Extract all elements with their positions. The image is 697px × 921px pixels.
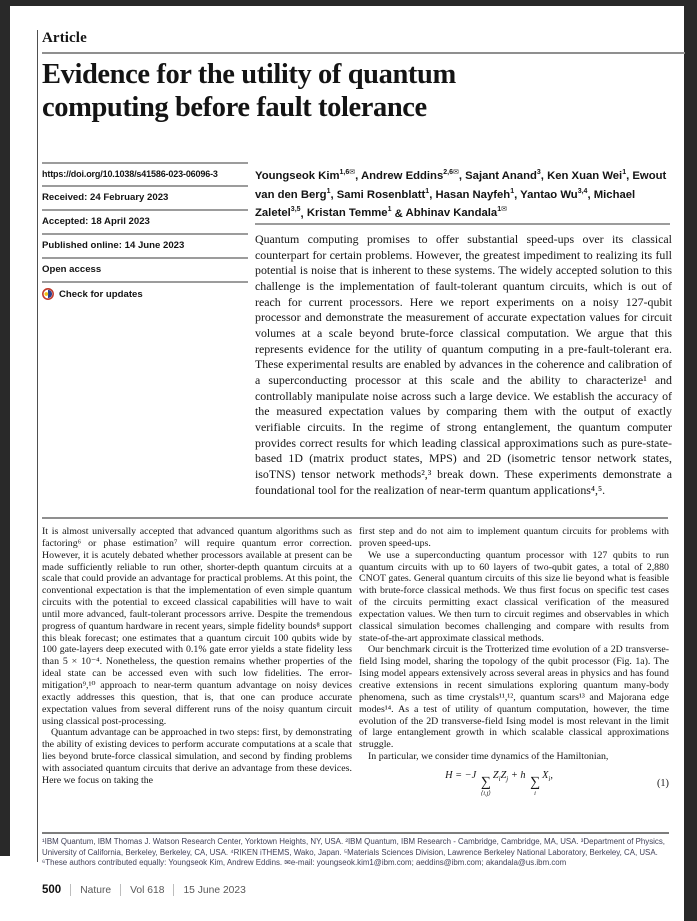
footer-separator bbox=[120, 884, 121, 896]
crossmark-icon bbox=[42, 288, 54, 300]
equation-body: H = −J ∑ ⟨i,j⟩ $Z_iZ_j + h$ ∑ i $X_i$, bbox=[445, 769, 553, 798]
body-paragraph: Our benchmark circuit is the Trotterized time evolution of a 2D transverse-field Ising model, sharing the topology of the qubit processor (Fig. 1a). The Ising model appears extensively across several areas in physics and has found creative extensions in recent simulations exploring quantum many-body phenomena, such as time crystals¹¹,¹², quantum scars¹³ and Majorana edge modes¹⁴. As a test of utility of quantum computation, however, the time evolution of the 2D transverse-field Ising model is most relevant in the limit of large entanglement growth in which scalable classical approximations struggle. bbox=[359, 644, 669, 751]
author-name: Hasan Nayfeh$^1$ bbox=[435, 187, 515, 201]
scan-border-left bbox=[0, 0, 10, 856]
doi-link[interactable]: https://doi.org/10.1038/s41586-023-06096-3 bbox=[42, 162, 248, 185]
sum-over-sites: ∑ i bbox=[530, 775, 541, 798]
sum-over-pairs: ∑ ⟨i,j⟩ bbox=[480, 775, 491, 798]
scan-border-right bbox=[684, 0, 697, 921]
page-number: 500 bbox=[42, 884, 62, 896]
abstract bbox=[255, 232, 672, 498]
article-kicker: Article bbox=[42, 30, 87, 46]
authors-divider bbox=[255, 223, 670, 225]
abstract-body-divider bbox=[42, 517, 668, 519]
journal-footer bbox=[42, 884, 246, 896]
author-name: Sami Rosenblatt$^1$ bbox=[336, 187, 430, 201]
body-paragraph: It is almost universally accepted that advanced quantum algorithms such as factoring⁶ or phase estimation⁷ will require quantum error correction. However, it is acutely debated whether processors available at present can be made sufficiently reliable to run other, shorter-depth quantum circuits at a scale that could provide an advantage for practical problems. At this point, the conventional expectation is that the implementation of even simple quantum circuits with the potential to exceed classical capabilities will have to wait until more advanced, fault-tolerant processors arrive. Despite the tremendous progress of quantum hardware in recent years, simple fidelity bounds⁸ support this bleak forecast; one estimates that a quantum circuit 100 qubits wide by 100 gate-layers deep executed with 0.1% gate error yields a state fidelity less than 5 × 10⁻⁴. Nonetheless, the question remains whether properties of the ideal state can be accessed even with such low fidelities. The error-mitigation⁹,¹⁰ approach to near-term quantum advantage on noisy devices exactly addresses this question, that is, that one can produce accurate expectation values from several different runs of the noisy quantum circuit using classical post-processing. bbox=[42, 526, 352, 727]
journal-name: Nature bbox=[80, 884, 112, 896]
issue-date: 15 June 2023 bbox=[183, 884, 246, 896]
body-column-left bbox=[42, 526, 352, 787]
author-list: Youngseok Kim$^{1,6✉}$, Andrew Eddins$^{2,6✉}$, Sajant Anand$^3$, Ken Xuan Wei$^1$, Ewout van den Berg$^1$, Sami Rosenblatt$^1$, Hasan Nayfeh$^1$, Yantao Wu$^{3,4}$, Michael Zaletel$^{3,5}$, Kristan Temme$^1$ & Abhinav Kandala$^{1✉}$ bbox=[255, 169, 667, 220]
scan-border-top bbox=[0, 0, 697, 6]
author-name: Sajant Anand$^3$ bbox=[465, 169, 541, 182]
footer-separator bbox=[173, 884, 174, 896]
page-title: Evidence for the utility of quantum computing before fault tolerance bbox=[42, 59, 456, 123]
author-name: Ken Xuan Wei$^1$ bbox=[547, 169, 627, 182]
equation-number: (1) bbox=[656, 777, 669, 789]
check-for-updates-badge[interactable] bbox=[42, 281, 248, 306]
body-column-right-paragraphs bbox=[359, 526, 669, 763]
volume-number: Vol 618 bbox=[130, 884, 165, 896]
author-name: Michael Zaletel$^{3,5}$ bbox=[255, 188, 636, 220]
header-rule bbox=[42, 52, 685, 54]
abstract-text: Quantum computing promises to offer substantial speed-ups over its classical counterpart for certain problems. However, the greatest impediment to realizing its full potential is noise that is inherent to these systems. The widely accepted solution to this challenge is the implementation of fault-tolerant quantum circuits, which is out of reach for current processors. Here we report experiments on a noisy 127-qubit processor and demonstrate the measurement of accurate expectation values for circuit volumes at a scale beyond brute-force classical computation. We argue that this represents evidence for the utility of quantum computing in a pre-fault-tolerant era. These experimental results are enabled by advances in the coherence and calibration of a superconducting processor at this scale and the ability to characterize¹ and controllably manipulate noise across such a large device. We establish the accuracy of the measured expectation values by comparing them with the output of exactly verifiable circuits. In the regime of strong entanglement, the quantum computer provides correct results for which leading classical approximations such as pure-state-based 1D (matrix product states, MPS) and 2D (isometric tensor network states, isoTNS) tensor network methods²,³ break down. These experiments demonstrate a foundational tool for the realization of near-term quantum applications⁴,⁵. bbox=[255, 232, 672, 497]
published-date: Published online: 14 June 2023 bbox=[42, 233, 248, 257]
author-name: Yantao Wu$^{3,4}$ bbox=[520, 187, 588, 201]
footnote-rule bbox=[42, 832, 669, 834]
body-paragraph: Quantum advantage can be approached in two steps: first, by demonstrating the ability of existing devices to perform accurate computations at a scale that lies beyond brute-force classical simulation, and second by finding problems with associated quantum circuits that derive an advantage from these devices. Here we focus on taking the bbox=[42, 727, 352, 786]
author-name: Kristan Temme$^1$ bbox=[306, 206, 392, 220]
article-metadata bbox=[42, 162, 248, 306]
equation-1 bbox=[359, 770, 669, 798]
body-paragraph: first step and do not aim to implement quantum circuits for problems with proven speed-ups. bbox=[359, 526, 669, 549]
left-margin-rule bbox=[37, 30, 38, 862]
author-name: Andrew Eddins$^{2,6✉}$ bbox=[361, 169, 459, 182]
open-access-label: Open access bbox=[42, 257, 248, 281]
body-column-right bbox=[359, 526, 669, 798]
body-paragraph: In particular, we consider time dynamics of the Hamiltonian, bbox=[368, 751, 609, 763]
accepted-date: Accepted: 18 April 2023 bbox=[42, 209, 248, 233]
check-for-updates-label: Check for updates bbox=[59, 288, 143, 300]
author-name: Youngseok Kim$^{1,6✉}$ bbox=[255, 169, 356, 182]
received-date: Received: 24 February 2023 bbox=[42, 185, 248, 209]
author-name: Ewout van den Berg$^1$ bbox=[255, 169, 667, 201]
affiliations-footnote: ¹IBM Quantum, IBM Thomas J. Watson Research Center, Yorktown Heights, NY, USA. ²IBM Quantum, IBM Research - Cambridge, Cambridge, MA, USA. ³Department of Physics, University of California, Berkeley, Berkeley, CA, USA. ⁴RIKEN iTHEMS, Wako, Japan. ⁵Materials Sciences Division, Lawrence Berkeley National Laboratory, Berkeley, CA, USA. ⁶These authors contributed equally: Youngseok Kim, Andrew Eddins. ✉e-mail: youngseok.kim1@ibm.com; aeddins@ibm.com; akandala@us.ibm.com bbox=[42, 837, 666, 868]
body-paragraph: We use a superconducting quantum processor with 127 qubits to run quantum circuits with up to 60 layers of two-qubit gates, a total of 2,880 CNOT gates. General quantum circuits of this size lie beyond what is feasible with brute-force classical methods. We thus first focus on specific test cases of the circuits permitting exact classical verification of the measured expectation values. We then turn to circuit regimes and observables in which classical simulation becomes challenging and compare with results from state-of-the-art approximate classical methods. bbox=[359, 549, 669, 644]
author-name: Abhinav Kandala$^{1✉}$ bbox=[405, 206, 507, 220]
footer-separator bbox=[70, 884, 71, 896]
